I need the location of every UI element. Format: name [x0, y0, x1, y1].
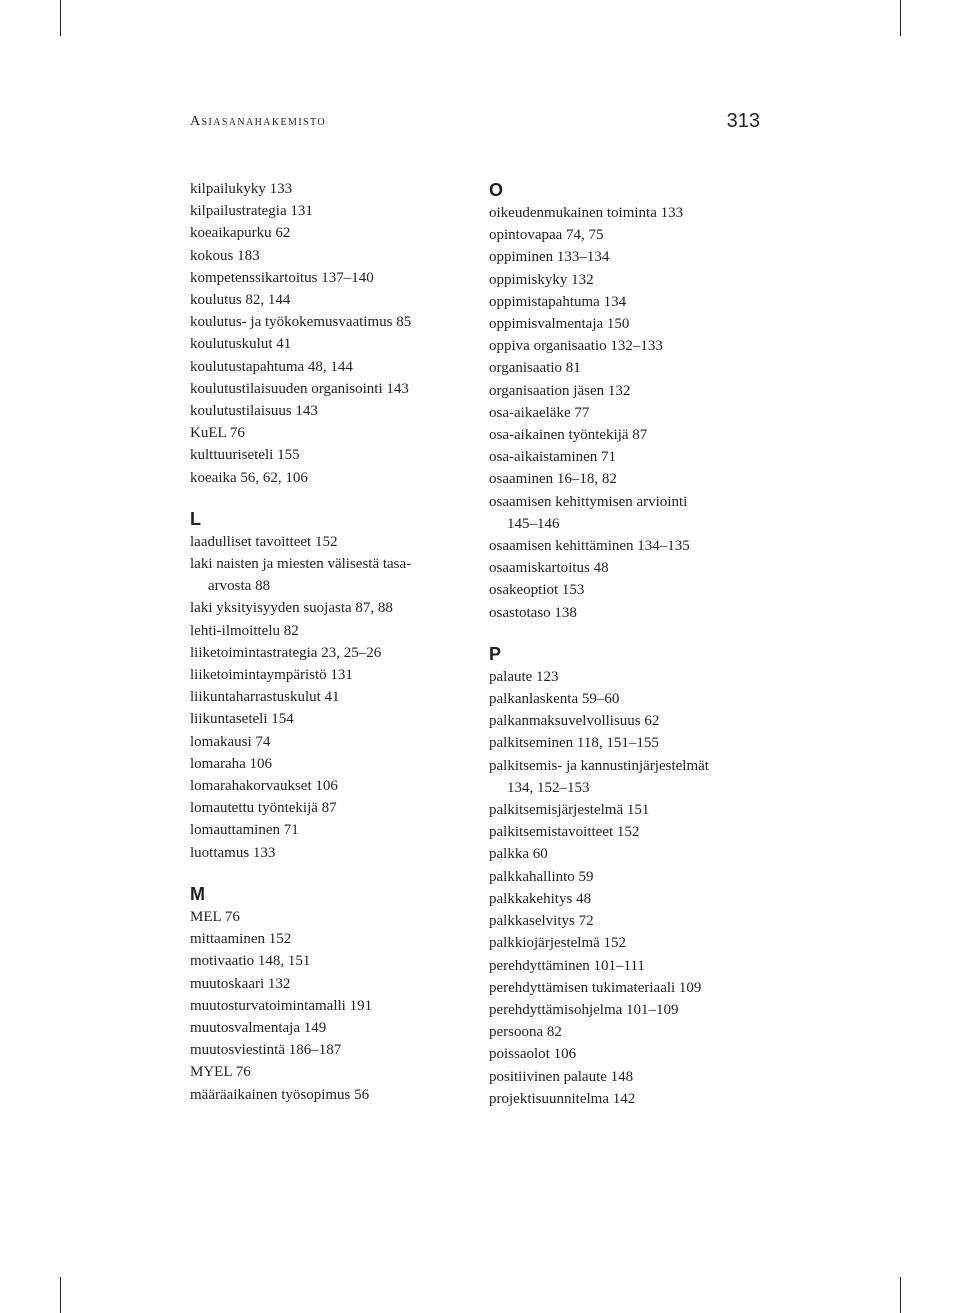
index-entry: opintovapaa 74, 75	[489, 227, 604, 244]
index-entry: palkitsemis- ja kannustinjärjestelmät	[489, 757, 709, 774]
index-entry: KuEL 76	[190, 425, 245, 442]
index-entry: organisaatio 81	[489, 360, 581, 377]
index-entry: palkkaselvitys 72	[489, 913, 594, 930]
index-entry: palkitsemistavoitteet 152	[489, 824, 640, 841]
index-entry: palaute 123	[489, 668, 559, 685]
index-section-p	[489, 642, 769, 1110]
index-entry: lomarahakorvaukset 106	[190, 778, 338, 795]
index-entry: laki naisten ja miesten välisestä tasa-	[190, 556, 412, 573]
index-entry: koulutustilaisuus 143	[190, 403, 318, 420]
index-column-right	[489, 178, 769, 1110]
index-entry: muutoskaari 132	[190, 975, 291, 992]
continuation-text: arvosta 88	[208, 578, 271, 595]
running-head: Asiasanahakemisto	[190, 114, 326, 129]
index-entry: palkkakehitys 48	[489, 890, 592, 907]
section-letter-o: O	[489, 180, 504, 200]
index-entry: muutosturvatoimintamalli 191	[190, 997, 373, 1014]
index-entry-continuation	[489, 513, 769, 535]
index-entry: motivaatio 148, 151	[190, 953, 311, 970]
index-entry: lomauttaminen 71	[190, 822, 299, 839]
index-entry: positiivinen palaute 148	[489, 1068, 634, 1085]
crop-mark-bottom-right	[900, 1277, 901, 1313]
index-entry: osakeoptiot 153	[489, 582, 585, 599]
section-letter-p: P	[489, 643, 502, 664]
index-entry: laki yksityisyyden suojasta 87, 88	[190, 600, 393, 617]
section-letter-m: M	[190, 883, 205, 904]
index-entry: osa-aikaeläke 77	[489, 404, 590, 421]
index-section-k	[190, 178, 470, 489]
index-entry: osastotaso 138	[489, 604, 577, 621]
index-entry: liiketoimintastrategia 23, 25–26	[190, 644, 382, 661]
index-entry: MYEL 76	[190, 1064, 251, 1081]
index-entry: oikeudenmukainen toiminta 133	[489, 205, 684, 221]
index-entry: palkanmaksuvelvollisuus 62	[489, 713, 660, 730]
page-number: 313	[726, 110, 760, 132]
index-entry: koulutustilaisuuden organisointi 143	[190, 380, 409, 397]
index-entry: osaaminen 16–18, 82	[489, 471, 617, 488]
index-entry: mittaaminen 152	[190, 931, 292, 948]
index-entry-continuation	[489, 777, 769, 799]
index-entry: kokous 183	[190, 247, 260, 264]
index-entry: palkkiojärjestelmä 152	[489, 935, 627, 952]
index-entry: oppimiskyky 132	[489, 271, 594, 288]
section-gap	[489, 624, 769, 642]
index-entry: lomakausi 74	[190, 733, 271, 750]
index-entry: muutosviestintä 186–187	[190, 1042, 342, 1059]
index-entry: lomautettu työntekijä 87	[190, 800, 337, 817]
section-gap	[190, 864, 470, 882]
index-entry: koulutustapahtuma 48, 144	[190, 358, 353, 375]
crop-mark-top-right	[900, 0, 901, 36]
index-entry: koeaika 56, 62, 106	[190, 469, 308, 486]
index-entry: lomaraha 106	[190, 755, 273, 772]
index-entry: kilpailukyky 133	[190, 181, 293, 197]
index-entry: palkitseminen 118, 151–155	[489, 735, 659, 752]
section-letter-l: L	[190, 508, 201, 529]
index-section-l	[190, 507, 470, 864]
section-gap	[190, 489, 470, 507]
crop-mark-top-left	[60, 0, 61, 36]
index-entry: osaamiskartoitus 48	[489, 560, 609, 577]
index-entry: muutosvalmentaja 149	[190, 1019, 327, 1036]
index-entry: poissaolot 106	[489, 1046, 577, 1063]
crop-mark-bottom-left	[60, 1277, 61, 1313]
index-section-m	[190, 882, 470, 1106]
index-entry: palkitsemisjärjestelmä 151	[489, 802, 650, 819]
index-entry: osaamisen kehittäminen 134–135	[489, 538, 690, 555]
index-entry: kulttuuriseteli 155	[190, 447, 300, 464]
index-entry: koeaikapurku 62	[190, 225, 291, 242]
index-entry: osaamisen kehittymisen arviointi	[489, 493, 688, 510]
index-entry: oppiminen 133–134	[489, 249, 610, 266]
index-entry: osa-aikainen työntekijä 87	[489, 427, 648, 444]
index-entry: määräaikainen työsopimus 56	[190, 1086, 370, 1103]
index-entry: luottamus 133	[190, 844, 276, 861]
index-entry: oppimistapahtuma 134	[489, 293, 627, 310]
index-entry: perehdyttämisohjelma 101–109	[489, 1001, 679, 1018]
index-entry: perehdyttäminen 101–111	[489, 957, 645, 974]
index-entry: liiketoimintaympäristö 131	[190, 667, 353, 684]
index-entry: lehti-ilmoittelu 82	[190, 622, 299, 639]
index-entry: koulutuskulut 41	[190, 336, 292, 353]
continuation-text: 134, 152–153	[507, 779, 590, 796]
index-entry: perehdyttämisen tukimateriaali 109	[489, 979, 702, 996]
page-header	[190, 112, 760, 142]
index-entry: liikuntaharrastuskulut 41	[190, 689, 340, 706]
index-entry: oppimisvalmentaja 150	[489, 316, 630, 333]
index-section-o	[489, 178, 769, 624]
index-entry: persoona 82	[489, 1024, 562, 1041]
index-entry: palkkahallinto 59	[489, 868, 594, 885]
index-entry: liikuntaseteli 154	[190, 711, 294, 728]
index-entry: palkka 60	[489, 846, 548, 863]
index-entry: palkanlaskenta 59–60	[489, 691, 620, 708]
index-entry: MEL 76	[190, 908, 240, 925]
continuation-text: 145–146	[507, 515, 560, 532]
index-column-left	[190, 178, 470, 1106]
index-entry: oppiva organisaatio 132–133	[489, 338, 663, 355]
index-entry: koulutus- ja työkokemusvaatimus 85	[190, 314, 412, 331]
index-entry-continuation	[190, 575, 470, 597]
index-entry: kompetenssikartoitus 137–140	[190, 269, 374, 286]
index-entry: kilpailustrategia 131	[190, 203, 313, 220]
index-entry: koulutus 82, 144	[190, 292, 291, 309]
index-entry: osa-aikaistaminen 71	[489, 449, 617, 466]
index-entry: laadulliset tavoitteet 152	[190, 533, 338, 550]
index-entry: organisaation jäsen 132	[489, 382, 631, 399]
index-entry: projektisuunnitelma 142	[489, 1090, 636, 1107]
